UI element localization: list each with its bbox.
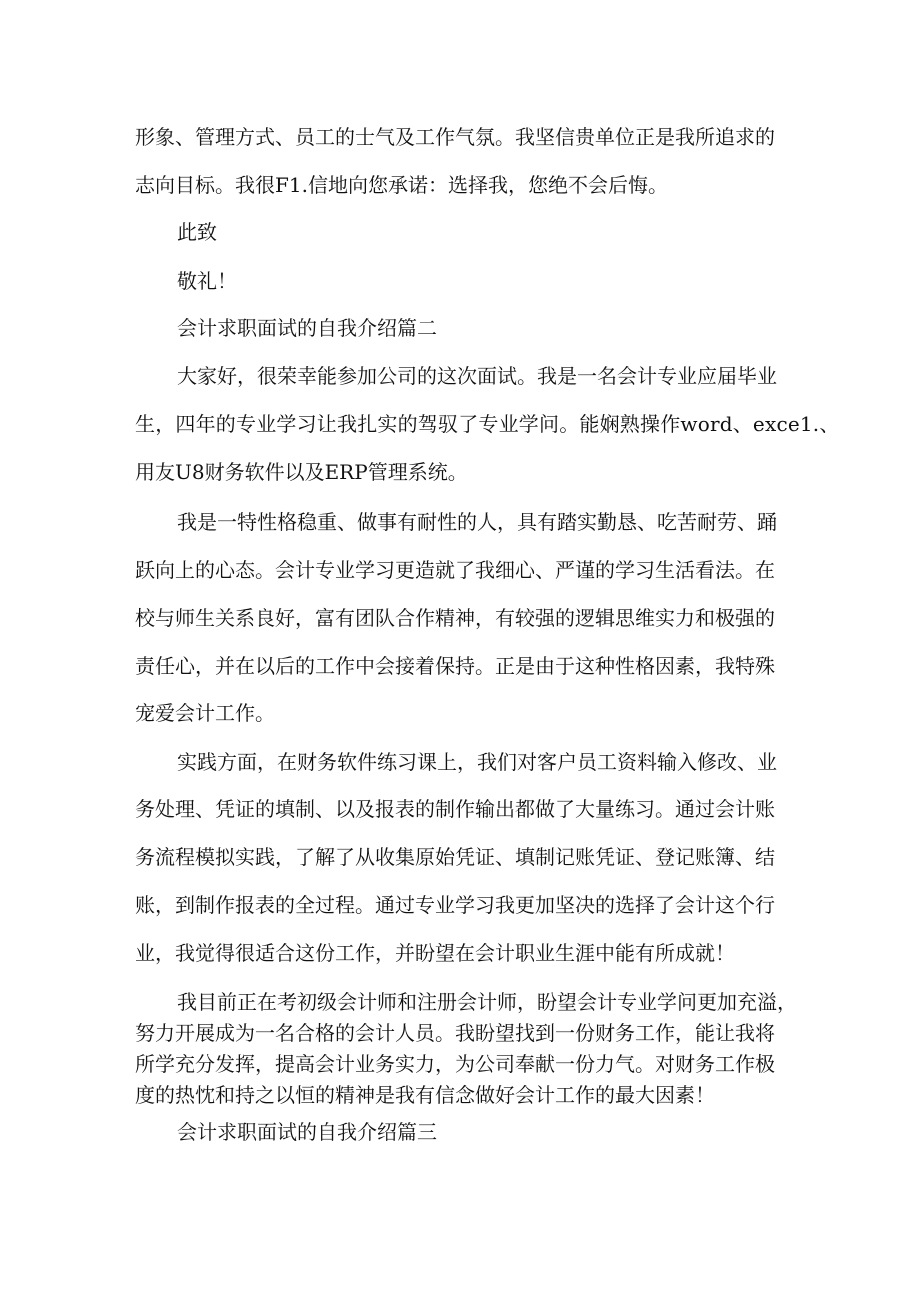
paragraph-3-line-4: 责任心，并在以后的工作中会接着保持。正是由于这种性格因素，我特殊 — [135, 654, 775, 678]
paragraph-3-line-2: 跃向上的心态。会计专业学习更造就了我细心、严谨的学习生活看法。在 — [135, 558, 775, 582]
closing-salutation: 此致 — [177, 220, 217, 244]
paragraph-4-line-1: 实践方面，在财务软件练习课上，我们对客户员工资料输入修改、业 — [177, 750, 777, 774]
paragraph-5-line-3: 所学充分发挥，提高会计业务实力，为公司奉献一份力气。对财务工作极 — [135, 1052, 775, 1076]
paragraph-3-line-5: 宠爱会计工作。 — [135, 701, 275, 725]
paragraph-1-line-1: 形象、管理方式、员工的士气及工作气氛。我坚信贵单位正是我所追求的 — [135, 125, 775, 149]
paragraph-4-line-3: 务流程模拟实践，了解了从收集原始凭证、填制记账凭证、登记账簿、结 — [135, 845, 775, 869]
paragraph-3-line-1: 我是一特性格稳重、做事有耐性的人，具有踏实勤恳、吃苦耐劳、踊 — [177, 510, 777, 534]
paragraph-5-line-4: 度的热忱和持之以恒的精神是我有信念做好会计工作的最大因素！ — [135, 1083, 715, 1107]
section-heading-3: 会计求职面试的自我介绍篇三 — [177, 1120, 437, 1144]
paragraph-4-line-2: 务处理、凭证的填制、以及报表的制作输出都做了大量练习。通过会计账 — [135, 797, 775, 821]
paragraph-4-line-5: 业，我觉得很适合这份工作，并盼望在会计职业生涯中能有所成就！ — [135, 941, 735, 965]
section-heading-2: 会计求职面试的自我介绍篇二 — [177, 316, 437, 340]
paragraph-1-line-2: 志向目标。我很F1.信地向您承诺：选择我，您绝不会后悔。 — [135, 173, 668, 197]
closing-regards: 敬礼！ — [177, 269, 237, 293]
paragraph-2-line-1: 大家好，很荣幸能参加公司的这次面试。我是一名会计专业应届毕业 — [177, 364, 777, 388]
paragraph-5-line-1: 我目前正在考初级会计师和注册会计师，盼望会计专业学问更加充溢， — [177, 990, 797, 1014]
paragraph-3-line-3: 校与师生关系良好，富有团队合作精神，有较强的逻辑思维实力和极强的 — [135, 606, 775, 630]
paragraph-2-line-2: 生，四年的专业学习让我扎实的驾驭了专业学问。能娴熟操作word、exce1.、 — [135, 412, 840, 436]
paragraph-4-line-4: 账，到制作报表的全过程。通过专业学习我更加坚决的选择了会计这个行 — [135, 893, 775, 917]
paragraph-2-line-3: 用友U8财务软件以及ERP管理系统。 — [135, 460, 468, 484]
paragraph-5-line-2: 努力开展成为一名合格的会计人员。我盼望找到一份财务工作，能让我将 — [135, 1021, 775, 1045]
